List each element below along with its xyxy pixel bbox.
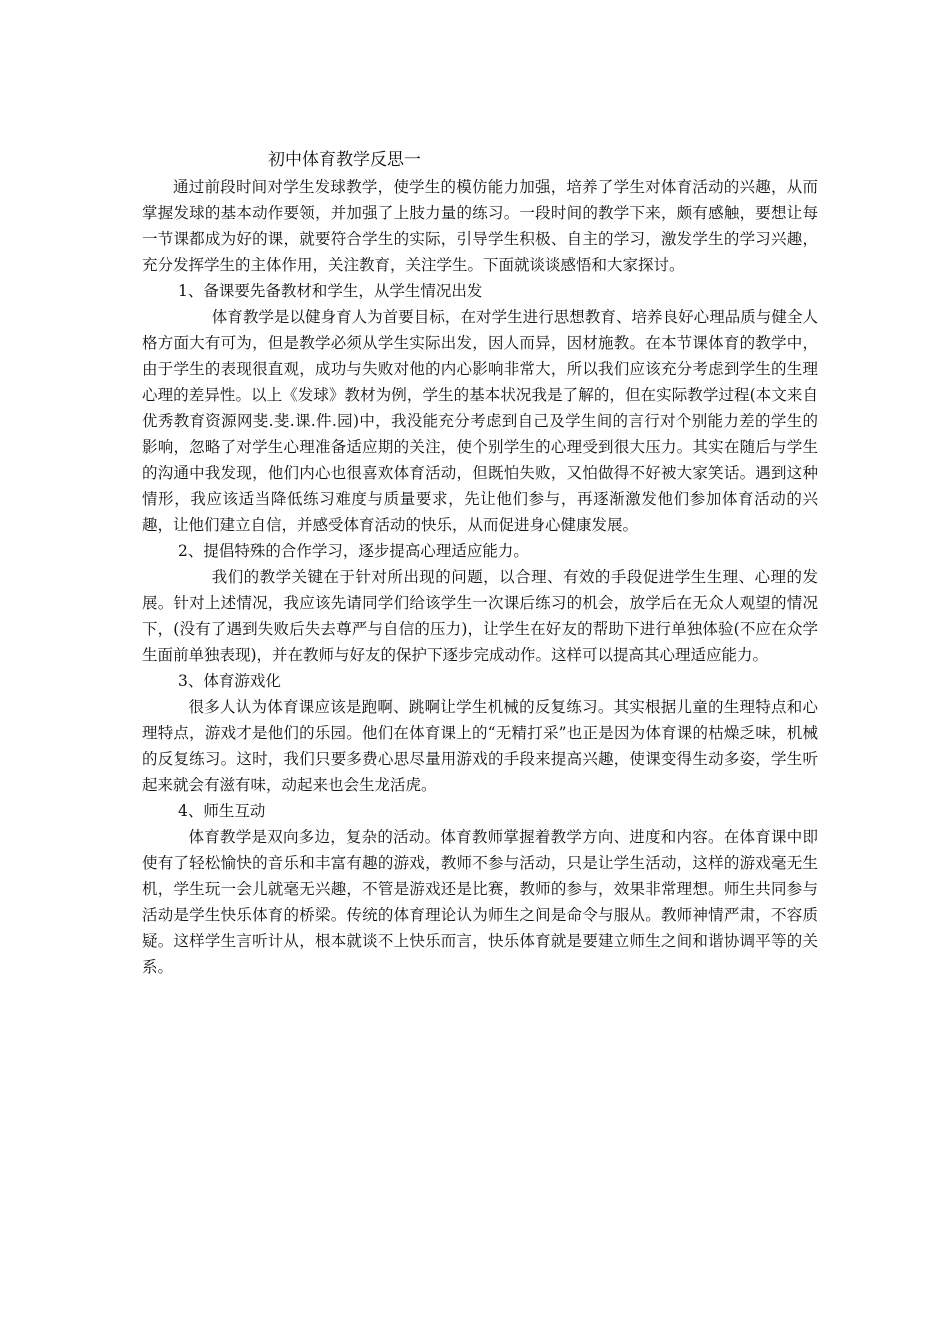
section-body-1: 体育教学是以健身育人为首要目标，在对学生进行思想教育、培养良好心理品质与健全人格方面大有可为，但是教学必须从学生实际出发，因人而异，因材施教。在本节课体育的教学中，由于学生的表现很直观，成功与失败对他的内心影响非常大，所以我们应该充分考虑到学生的生理心理的差异性。以上《发球》教材为例，学生的基本状况我是了解的，但在实际教学过程(本文来自优秀教育资源网斐.斐.课.件.园)中，我没能充分考虑到自己及学生间的言行对个别能力差的学生的影响，忽略了对学生心理准备适应期的关注，使个别学生的心理受到很大压力。其实在随后与学生的沟通中我发现，他们内心也很喜欢体育活动，但既怕失败，又怕做得不好被大家笑话。遇到这种情形，我应该适当降低练习难度与质量要求，先让他们参与，再逐渐激发他们参加体育活动的兴趣，让他们建立自信，并感受体育活动的快乐，从而促进身心健康发展。 (142, 308, 818, 534)
document-title: 初中体育教学反思一 (268, 150, 421, 170)
section-heading-3: 3、体育游戏化 (178, 672, 281, 690)
intro-paragraph: 通过前段时间对学生发球教学，使学生的模仿能力加强，培养了学生对体育活动的兴趣，从而掌握发球的基本动作要领，并加强了上肢力量的练习。一段时间的教学下来，颇有感触，要想让每一节课都成为好的课，就要符合学生的实际，引导学生积极、自主的学习，激发学生的学习兴趣，充分发挥学生的主体作用，关注教育，关注学生。下面就谈谈感悟和大家探讨。 (142, 178, 818, 274)
section-heading-1: 1、备课要先备教材和学生，从学生情况出发 (178, 282, 483, 300)
section-body-4: 体育教学是双向多边，复杂的活动。体育教师掌握着教学方向、进度和内容。在体育课中即使有了轻松愉快的音乐和丰富有趣的游戏，教师不参与活动，只是让学生活动，这样的游戏毫无生机，学生玩一会儿就毫无兴趣，不管是游戏还是比赛，教师的参与，效果非常理想。师生共同参与活动是学生快乐体育的桥梁。传统的体育理论认为师生之间是命令与服从。教师神情严肃，不容质疑。这样学生言听计从，根本就谈不上快乐而言，快乐体育就是要建立师生之间和谐协调平等的关系。 (142, 828, 818, 976)
section-heading-2: 2、提倡特殊的合作学习，逐步提高心理适应能力。 (178, 542, 529, 560)
section-heading-4: 4、师生互动 (178, 802, 266, 820)
section-body-3: 很多人认为体育课应该是跑啊、跳啊让学生机械的反复练习。其实根据儿童的生理特点和心理特点，游戏才是他们的乐园。他们在体育课上的“无精打采”也正是因为体育课的枯燥乏味，机械的反复练习。这时，我们只要多费心思尽量用游戏的手段来提高兴趣，使课变得生动多姿，学生听起来就会有滋有味，动起来也会生龙活虎。 (142, 698, 818, 794)
section-body-2: 我们的教学关键在于针对所出现的问题，以合理、有效的手段促进学生生理、心理的发展。针对上述情况，我应该先请同学们给该学生一次课后练习的机会，放学后在无众人观望的情况下，(没有了遇到失败后失去尊严与自信的压力)，让学生在好友的帮助下进行单独体验(不应在众学生面前单独表现)，并在教师与好友的保护下逐步完成动作。这样可以提高其心理适应能力。 (142, 568, 818, 664)
document-body (142, 146, 818, 980)
